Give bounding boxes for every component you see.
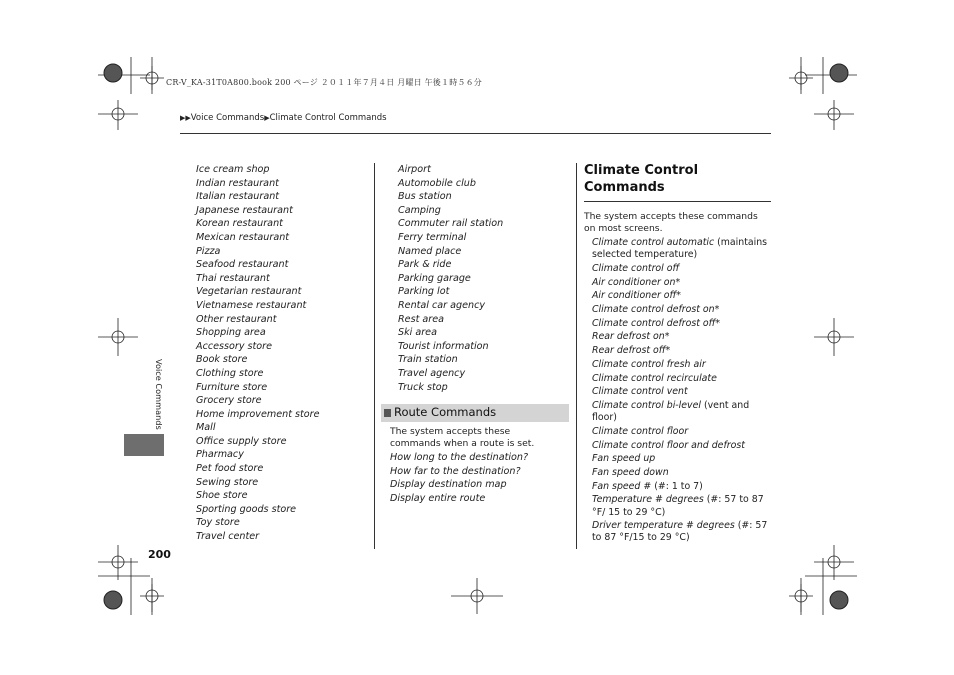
climate-title: Climate Control Commands bbox=[584, 163, 699, 195]
list-item: Parking garage bbox=[398, 272, 471, 284]
climate-command-list bbox=[592, 237, 768, 546]
breadcrumb-separator: ▶ bbox=[264, 114, 270, 122]
list-item: Rental car agency bbox=[398, 299, 486, 311]
list-item: Book store bbox=[196, 354, 248, 366]
climate-intro: The system accepts these commands on most screens. bbox=[584, 211, 758, 234]
route-commands-heading-bar bbox=[381, 404, 569, 422]
list-item: Furniture store bbox=[196, 381, 268, 393]
climate-command bbox=[592, 277, 768, 289]
climate-command bbox=[592, 331, 768, 343]
list-item: Sporting goods store bbox=[196, 503, 297, 515]
list-item: Pharmacy bbox=[196, 449, 244, 461]
list-item: Accessory store bbox=[196, 340, 273, 352]
command-phrase: Climate control bi-level bbox=[592, 399, 701, 411]
list-item: Ski area bbox=[398, 327, 437, 339]
route-command-list bbox=[390, 451, 528, 505]
route-commands-heading: Route Commands bbox=[394, 405, 497, 419]
command-phrase: Fan speed up bbox=[592, 453, 656, 465]
heading-square-icon bbox=[384, 409, 391, 417]
list-item: Italian restaurant bbox=[196, 191, 280, 203]
command-phrase: Climate control floor bbox=[592, 425, 689, 437]
list-item: Train station bbox=[398, 354, 458, 366]
list-item: Mall bbox=[196, 422, 216, 434]
command-phrase: Air conditioner off* bbox=[592, 290, 681, 302]
command-note: (#: 1 to 7) bbox=[651, 480, 703, 492]
list-item: Vegetarian restaurant bbox=[196, 286, 302, 298]
climate-command bbox=[592, 263, 768, 275]
command-phrase: Climate control floor and defrost bbox=[592, 439, 745, 451]
list-item: Tourist information bbox=[398, 340, 489, 352]
command-phrase: Rear defrost on* bbox=[592, 331, 670, 343]
side-section-label: Voice Commands bbox=[154, 359, 164, 430]
list-item: Travel agency bbox=[398, 367, 466, 379]
climate-command bbox=[592, 520, 768, 544]
command-phrase: Fan speed # bbox=[592, 480, 652, 492]
climate-command bbox=[592, 440, 768, 452]
list-item: Korean restaurant bbox=[196, 218, 283, 230]
list-item: Pizza bbox=[196, 245, 221, 257]
command-phrase: Air conditioner on* bbox=[592, 276, 681, 288]
list-item: Display destination map bbox=[390, 479, 507, 491]
list-item: Automobile club bbox=[398, 177, 476, 189]
list-item: Ferry terminal bbox=[398, 231, 467, 243]
column-divider-1 bbox=[374, 163, 375, 549]
command-note: (vent and floor) bbox=[592, 399, 750, 424]
climate-command bbox=[592, 400, 768, 424]
climate-command bbox=[592, 373, 768, 385]
list-item: Other restaurant bbox=[196, 313, 277, 325]
list-item: Airport bbox=[398, 164, 431, 175]
list-item: Grocery store bbox=[196, 395, 262, 407]
climate-command bbox=[592, 426, 768, 438]
command-note: (maintains selected temperature) bbox=[592, 237, 768, 261]
list-item: Indian restaurant bbox=[196, 177, 279, 189]
breadcrumb-part1: Voice Commands bbox=[190, 113, 265, 123]
list-item: Sewing store bbox=[196, 476, 259, 488]
list-item: Japanese restaurant bbox=[196, 204, 293, 216]
climate-command bbox=[592, 453, 768, 465]
command-phrase: Temperature # degrees bbox=[592, 494, 704, 506]
command-phrase: Climate control off bbox=[592, 262, 680, 274]
list-item: Travel center bbox=[196, 531, 260, 543]
list-item: Commuter rail station bbox=[398, 218, 504, 230]
climate-title-rule bbox=[584, 201, 771, 202]
list-item: Vietnamese restaurant bbox=[196, 299, 307, 311]
command-phrase: Rear defrost off* bbox=[592, 345, 671, 357]
print-header: CR-V_KA-31T0A800.book 200 ページ ２０１１年７月４日 月曜日 午後１時５６分 bbox=[166, 78, 482, 87]
list-item: Rest area bbox=[398, 313, 444, 325]
climate-command bbox=[592, 318, 768, 330]
climate-command bbox=[592, 290, 768, 302]
list-item: Camping bbox=[398, 204, 441, 216]
list-item: Thai restaurant bbox=[196, 272, 270, 284]
place-list-column-2 bbox=[398, 163, 503, 394]
list-item: Clothing store bbox=[196, 367, 264, 379]
list-item: Home improvement store bbox=[196, 408, 320, 420]
list-item: Office supply store bbox=[196, 435, 287, 447]
command-phrase: Climate control vent bbox=[592, 386, 688, 398]
command-phrase: Climate control fresh air bbox=[592, 358, 706, 370]
list-item: Truck stop bbox=[398, 381, 448, 393]
column-divider-2 bbox=[576, 163, 577, 549]
breadcrumb bbox=[180, 113, 387, 123]
place-list-column-1 bbox=[196, 163, 320, 544]
list-item: Toy store bbox=[196, 517, 240, 529]
route-intro: The system accepts these commands when a route is set. bbox=[390, 426, 535, 449]
list-item: Seafood restaurant bbox=[196, 259, 289, 271]
climate-command bbox=[592, 494, 768, 518]
list-item: How long to the destination? bbox=[390, 452, 529, 463]
breadcrumb-arrows: ▶▶ bbox=[180, 114, 191, 122]
list-item: Pet food store bbox=[196, 463, 264, 475]
climate-command bbox=[592, 237, 768, 261]
list-item: Park & ride bbox=[398, 259, 452, 271]
page-number: 200 bbox=[148, 548, 171, 561]
list-item: Shoe store bbox=[196, 490, 248, 502]
section-tab bbox=[124, 434, 164, 456]
header-rule bbox=[180, 133, 771, 134]
breadcrumb-part2: Climate Control Commands bbox=[269, 113, 387, 123]
list-item: How far to the destination? bbox=[390, 465, 521, 477]
command-phrase: Fan speed down bbox=[592, 466, 669, 478]
command-note: (#: 57 to 87 °F/15 to 29 °C) bbox=[592, 520, 768, 544]
command-note: (#: 57 to 87 °F/ 15 to 29 °C) bbox=[592, 494, 764, 518]
command-phrase: Climate control recirculate bbox=[592, 372, 717, 384]
command-phrase: Climate control automatic bbox=[592, 237, 715, 248]
list-item: Mexican restaurant bbox=[196, 231, 290, 243]
climate-command bbox=[592, 386, 768, 398]
list-item: Named place bbox=[398, 245, 462, 257]
list-item: Ice cream shop bbox=[196, 164, 270, 175]
climate-command bbox=[592, 359, 768, 371]
list-item: Bus station bbox=[398, 191, 452, 203]
climate-command bbox=[592, 467, 768, 479]
command-phrase: Driver temperature # degrees bbox=[592, 520, 735, 532]
list-item: Display entire route bbox=[390, 492, 486, 504]
climate-command bbox=[592, 481, 768, 493]
command-phrase: Climate control defrost off* bbox=[592, 317, 721, 329]
climate-command bbox=[592, 304, 768, 316]
list-item: Parking lot bbox=[398, 286, 450, 298]
list-item: Shopping area bbox=[196, 327, 266, 339]
command-phrase: Climate control defrost on* bbox=[592, 304, 720, 316]
climate-command bbox=[592, 345, 768, 357]
